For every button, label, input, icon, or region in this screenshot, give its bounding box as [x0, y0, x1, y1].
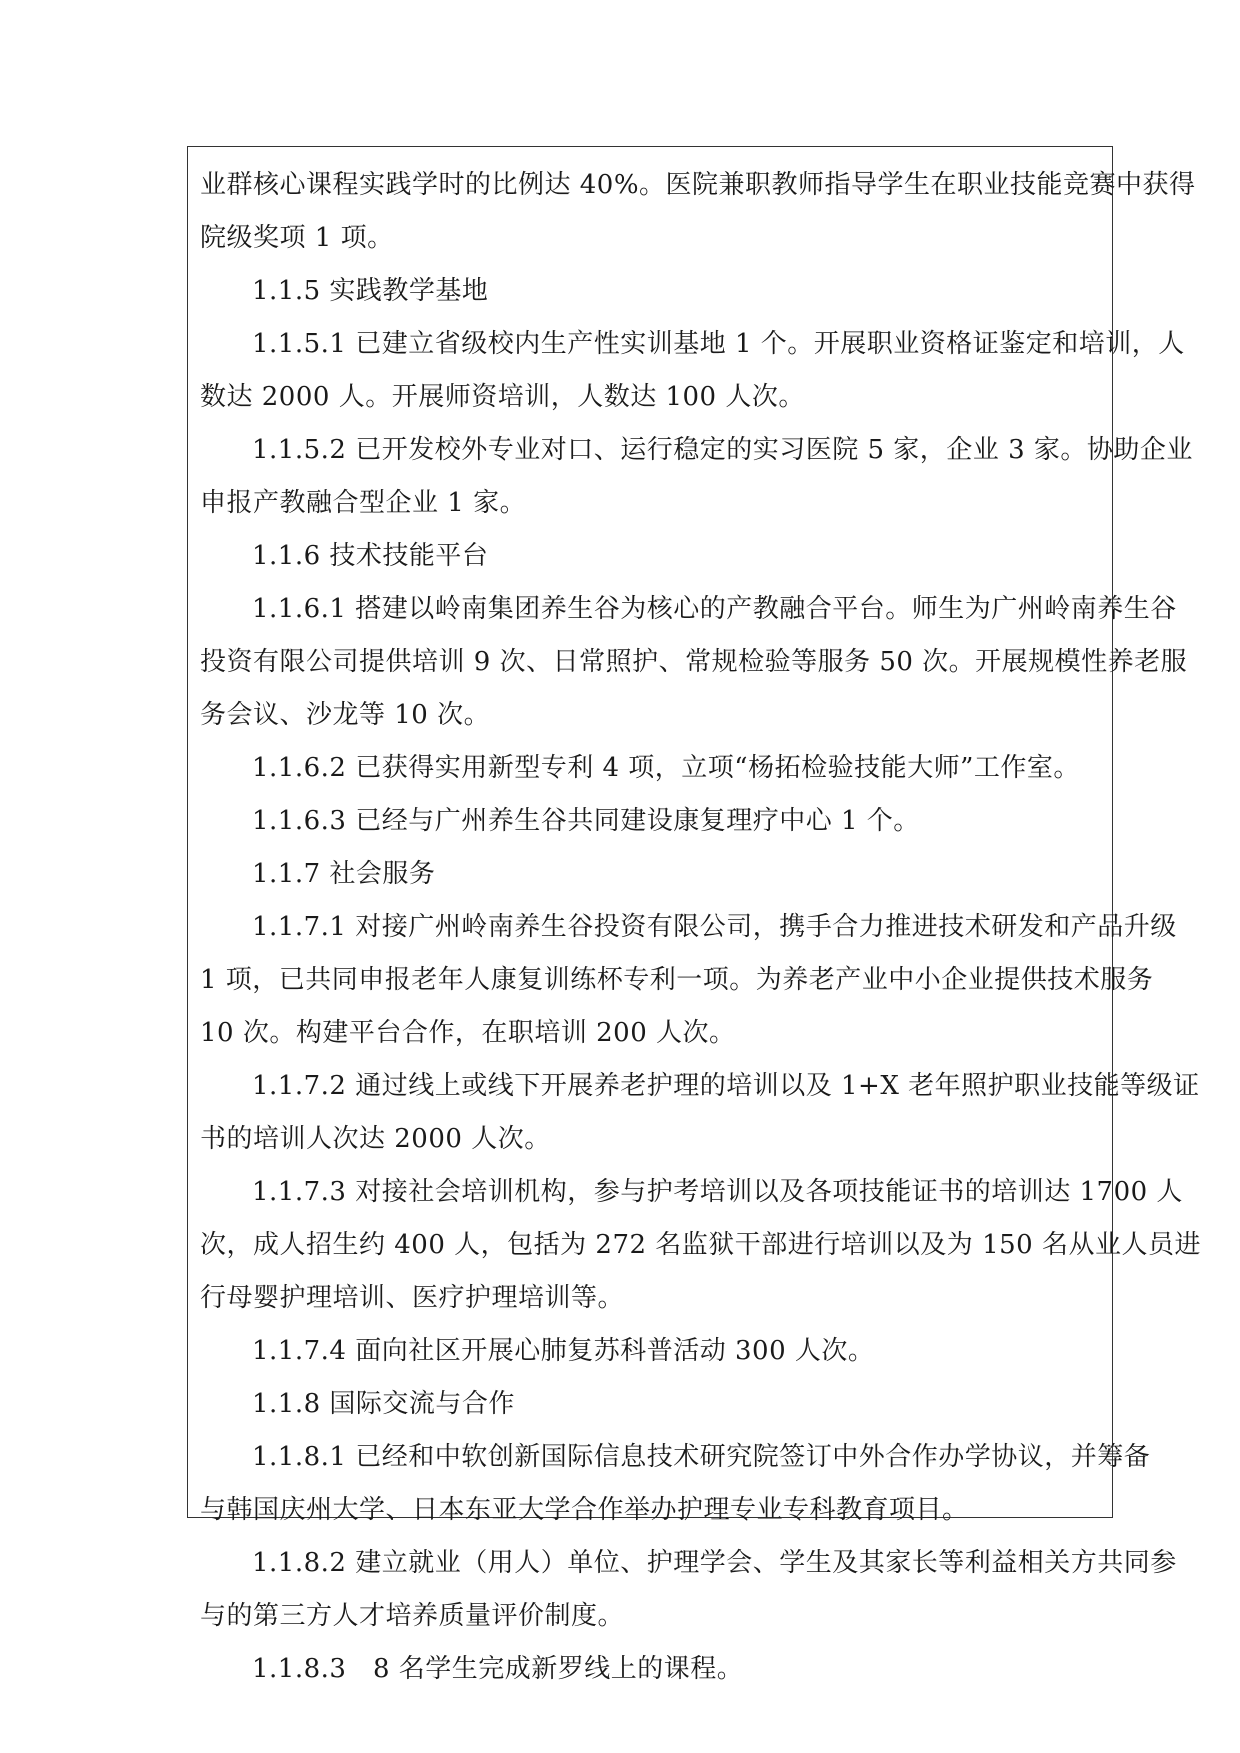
text-line: 1 项，已共同申报老年人康复训练杯专利一项。为养老产业中小企业提供技术服务 [200, 965, 1154, 995]
text-line: 1.1.8.1 已经和中软创新国际信息技术研究院签订中外合作办学协议，并筹备 [252, 1442, 1151, 1472]
text-line: 1.1.5.1 已建立省级校内生产性实训基地 1 个。开展职业资格证鉴定和培训，人 [252, 329, 1185, 359]
section-heading: 1.1.5 实践教学基地 [252, 276, 489, 306]
document-frame [187, 146, 1201, 1684]
text-line: 业群核心课程实践学时的比例达 40%。医院兼职教师指导学生在职业技能竞赛中获得 [200, 170, 1196, 200]
section-heading: 1.1.7 社会服务 [252, 859, 436, 889]
text-line: 1.1.8.2 建立就业（用人）单位、护理学会、学生及其家长等利益相关方共同参 [252, 1548, 1177, 1578]
text-line: 行母婴护理培训、医疗护理培训等。 [200, 1283, 625, 1313]
text-line: 数达 2000 人。开展师资培训，人数达 100 人次。 [200, 382, 805, 412]
text-line: 书的培训人次达 2000 人次。 [200, 1124, 551, 1154]
text-line: 与的第三方人才培养质量评价制度。 [200, 1601, 625, 1631]
text-line: 1.1.7.4 面向社区开展心肺复苏科普活动 300 人次。 [252, 1336, 875, 1366]
text-line: 1.1.6.1 搭建以岭南集团养生谷为核心的产教融合平台。师生为广州岭南养生谷 [252, 594, 1177, 624]
text-line: 1.1.7.3 对接社会培训机构，参与护考培训以及各项技能证书的培训达 1700 人 [252, 1177, 1183, 1207]
text-line: 1.1.8.3 8 名学生完成新罗线上的课程。 [252, 1654, 744, 1684]
text-line: 投资有限公司提供培训 9 次、日常照护、常规检验等服务 50 次。开展规模性养老服 [200, 647, 1188, 677]
text-line: 申报产教融合型企业 1 家。 [200, 488, 527, 518]
text-line: 1.1.6.3 已经与广州养生谷共同建设康复理疗中心 1 个。 [252, 806, 920, 836]
text-line: 次，成人招生约 400 人，包括为 272 名监狱干部进行培训以及为 150 名从业人员进 [200, 1230, 1201, 1260]
text-line: 院级奖项 1 项。 [200, 223, 394, 253]
text-line: 1.1.5.2 已开发校外专业对口、运行稳定的实习医院 5 家，企业 3 家。协助企业 [252, 435, 1193, 465]
section-heading: 1.1.8 国际交流与合作 [252, 1389, 515, 1419]
text-line: 10 次。构建平台合作，在职培训 200 人次。 [200, 1018, 736, 1048]
text-line: 1.1.7.2 通过线上或线下开展养老护理的培训以及 1+X 老年照护职业技能等级证 [252, 1071, 1200, 1101]
text-line: 1.1.7.1 对接广州岭南养生谷投资有限公司，携手合力推进技术研发和产品升级 [252, 912, 1177, 942]
text-line: 1.1.6.2 已获得实用新型专利 4 项，立项“杨拓检验技能大师”工作室。 [252, 753, 1080, 783]
text-line: 与韩国庆州大学、日本东亚大学合作举办护理专业专科教育项目。 [200, 1495, 969, 1525]
text-line: 务会议、沙龙等 10 次。 [200, 700, 491, 730]
section-heading: 1.1.6 技术技能平台 [252, 541, 489, 571]
